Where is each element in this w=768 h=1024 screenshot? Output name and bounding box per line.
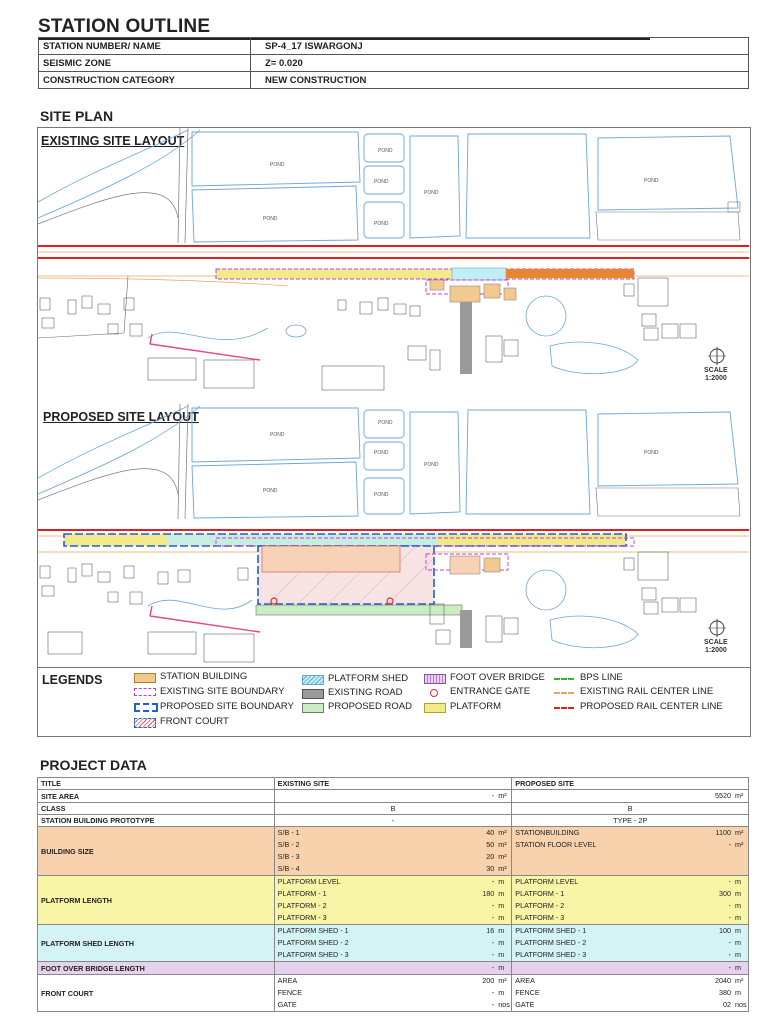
value-line xyxy=(515,888,745,900)
outline-key: CONSTRUCTION CATEGORY xyxy=(39,72,251,89)
pond-label: POND xyxy=(374,450,389,456)
project-data-heading: PROJECT DATA xyxy=(40,757,147,773)
row-label: FOOT OVER BRIDGE LENGTH xyxy=(38,962,275,975)
station-outline-table xyxy=(38,37,749,89)
table-row xyxy=(38,815,749,827)
item-name: PLATFORM SHED - 2 xyxy=(277,938,349,947)
value-line xyxy=(278,925,509,937)
value: 100 xyxy=(719,926,731,935)
value: 20 xyxy=(486,852,495,861)
outline-value: SP-4_17 ISWARGONJ xyxy=(251,38,749,55)
legend-label: ENTRANCE GATE xyxy=(450,686,531,697)
value-line xyxy=(278,839,509,851)
item-name: PLATFORM SHED - 1 xyxy=(277,926,349,935)
unit: m xyxy=(735,889,741,898)
value-line xyxy=(278,876,509,888)
value: 380 xyxy=(719,988,731,997)
existing-cell xyxy=(274,975,512,1012)
value: 2040 xyxy=(715,976,731,985)
value-line xyxy=(278,827,509,839)
value-line xyxy=(278,962,509,974)
legend-label: PLATFORM xyxy=(450,701,502,712)
scale-value: 1:2000 xyxy=(705,375,727,382)
value-line xyxy=(278,888,509,900)
existing-layout-label: EXISTING SITE LAYOUT xyxy=(41,134,185,148)
value: - xyxy=(491,913,495,922)
table-row xyxy=(38,803,749,815)
item-name: PLATFORM - 2 xyxy=(515,901,565,910)
value-line xyxy=(515,937,745,949)
item-name: FENCE xyxy=(515,988,540,997)
col-header-title: TITLE xyxy=(38,778,275,790)
existing-site-map xyxy=(38,128,749,396)
pond-label: POND xyxy=(378,148,393,154)
table-row xyxy=(38,925,749,962)
item-name: PLATFORM - 2 xyxy=(277,901,327,910)
unit: m xyxy=(498,950,505,959)
legend-label: EXISTING SITE BOUNDARY xyxy=(160,686,285,697)
row-label: BUILDING SIZE xyxy=(38,827,275,876)
table-row xyxy=(38,975,749,1012)
value: - xyxy=(491,950,495,959)
proposed-cell xyxy=(512,962,749,975)
value: - xyxy=(491,1000,495,1009)
value-line xyxy=(278,863,509,875)
row-label: PLATFORM SHED LENGTH xyxy=(38,925,275,962)
row-label: FRONT COURT xyxy=(38,975,275,1012)
legend-label: PLATFORM SHED xyxy=(328,673,409,684)
value-line xyxy=(515,790,745,802)
row-label: SITE AREA xyxy=(38,790,275,803)
proposed-layout-label: PROPOSED SITE LAYOUT xyxy=(43,410,199,424)
value: 300 xyxy=(719,889,731,898)
item-name: PLATFORM - 3 xyxy=(515,913,565,922)
unit: m² xyxy=(735,840,744,849)
scale-label: SCALE xyxy=(704,639,728,646)
unit: m xyxy=(735,877,741,886)
value: - xyxy=(728,901,731,910)
unit: m xyxy=(498,913,505,922)
value-line xyxy=(278,851,509,863)
unit: m² xyxy=(498,828,507,837)
existing-cell xyxy=(274,790,512,803)
item-name: AREA xyxy=(515,976,535,985)
value: 5520 xyxy=(715,791,731,800)
item-name: STATION FLOOR LEVEL xyxy=(515,840,597,849)
pond-label: POND xyxy=(424,190,439,196)
value-line xyxy=(278,999,509,1011)
unit: m xyxy=(498,963,505,972)
unit: nos xyxy=(498,1000,510,1009)
foot-over-bridge-swatch xyxy=(424,674,446,684)
table-header-row xyxy=(38,778,749,790)
pond-label: POND xyxy=(424,462,439,468)
unit: m xyxy=(735,950,741,959)
item-name: PLATFORM LEVEL xyxy=(515,877,579,886)
row-label: CLASS xyxy=(38,803,275,815)
unit: m xyxy=(735,938,741,947)
existing-road-swatch xyxy=(302,689,324,699)
item-name: PLATFORM SHED - 2 xyxy=(515,938,587,947)
col-header-proposed: PROPOSED SITE xyxy=(512,778,749,790)
legend-label: STATION BUILDING xyxy=(160,671,248,682)
unit: m xyxy=(735,901,741,910)
value: - xyxy=(491,988,495,997)
site-plan-heading: SITE PLAN xyxy=(40,108,114,124)
existing-cell xyxy=(274,962,512,975)
legend-label: FOOT OVER BRIDGE xyxy=(450,672,545,683)
legend-title: LEGENDS xyxy=(42,673,103,687)
item-name: PLATFORM - 3 xyxy=(277,913,327,922)
value-line xyxy=(278,900,509,912)
legend-label: EXISTING RAIL CENTER LINE xyxy=(580,686,714,697)
item-name: GATE xyxy=(515,1000,535,1009)
unit: m xyxy=(498,926,505,935)
proposed-site-map xyxy=(38,404,749,666)
front-court-swatch xyxy=(134,718,156,728)
item-name: PLATFORM - 1 xyxy=(515,889,565,898)
value: 200 xyxy=(482,976,495,985)
unit: m xyxy=(498,988,505,997)
proposed-cell: TYPE - 2P xyxy=(512,815,749,827)
proposed-road-swatch xyxy=(302,703,324,713)
item-name: S/B - 3 xyxy=(277,852,300,861)
value-line xyxy=(278,987,509,999)
unit: m xyxy=(735,963,741,972)
item-name: FENCE xyxy=(277,988,303,997)
platform-swatch xyxy=(424,703,446,713)
table-row xyxy=(39,38,749,55)
unit: m² xyxy=(735,976,744,985)
table-row xyxy=(39,55,749,72)
item-name: GATE xyxy=(277,1000,297,1009)
value: - xyxy=(728,963,731,972)
unit: m² xyxy=(498,791,507,800)
item-name: S/B - 2 xyxy=(277,840,300,849)
value-line xyxy=(278,912,509,924)
value: - xyxy=(491,963,495,972)
pond-label: POND xyxy=(374,492,389,498)
existing-cell xyxy=(274,827,512,876)
value-line xyxy=(515,925,745,937)
existing-cell: - xyxy=(274,815,512,827)
unit: m² xyxy=(735,791,744,800)
outline-value: NEW CONSTRUCTION xyxy=(251,72,749,89)
value-line xyxy=(515,827,745,839)
pond-label: POND xyxy=(374,221,389,227)
bps-line-swatch xyxy=(554,678,574,680)
unit: m xyxy=(735,913,741,922)
value: - xyxy=(728,840,731,849)
legend-label: FRONT COURT xyxy=(160,716,229,727)
existing-boundary-swatch xyxy=(134,688,156,696)
unit: m² xyxy=(735,828,744,837)
row-label: STATION BUILDING PROTOTYPE xyxy=(38,815,275,827)
item-name: PLATFORM - 1 xyxy=(277,889,327,898)
legend-label: EXISTING ROAD xyxy=(328,687,403,698)
entrance-gate-swatch xyxy=(430,689,438,697)
unit: m xyxy=(498,901,505,910)
project-data-table xyxy=(37,777,749,1012)
value: 40 xyxy=(486,828,495,837)
value-line xyxy=(515,975,745,987)
existing-rail-line-swatch xyxy=(554,692,574,694)
value: 02 xyxy=(723,1000,731,1009)
legend-label: PROPOSED SITE BOUNDARY xyxy=(160,701,294,712)
pond-label: POND xyxy=(374,179,389,185)
value-line xyxy=(278,790,509,802)
value-line xyxy=(278,937,509,949)
proposed-cell xyxy=(512,925,749,962)
proposed-cell xyxy=(512,827,749,876)
platform-shed-swatch xyxy=(302,675,324,685)
value: - xyxy=(491,877,495,886)
row-label: PLATFORM LENGTH xyxy=(38,876,275,925)
value-line xyxy=(515,839,745,851)
outline-key: STATION NUMBER/ NAME xyxy=(39,38,251,55)
value-line xyxy=(515,999,745,1011)
proposed-cell xyxy=(512,790,749,803)
value: 16 xyxy=(486,926,495,935)
unit: m xyxy=(735,988,741,997)
value: 1100 xyxy=(715,828,731,837)
legend-divider xyxy=(37,667,750,668)
item-name: STATIONBUILDING xyxy=(515,828,580,837)
legend-label: PROPOSED RAIL CENTER LINE xyxy=(580,701,723,712)
value: - xyxy=(728,950,731,959)
item-name: S/B - 1 xyxy=(277,828,300,837)
unit: m² xyxy=(498,852,507,861)
station-building-swatch xyxy=(134,673,156,683)
existing-cell: B xyxy=(274,803,512,815)
value: 50 xyxy=(486,840,495,849)
item-name: PLATFORM LEVEL xyxy=(277,877,341,886)
pond-label: POND xyxy=(263,216,278,222)
value: - xyxy=(728,913,731,922)
legend-label: BPS LINE xyxy=(580,672,623,683)
value: - xyxy=(728,938,731,947)
unit: m² xyxy=(498,976,507,985)
pond-label: POND xyxy=(644,178,659,184)
proposed-cell xyxy=(512,876,749,925)
proposed-boundary-swatch xyxy=(134,703,158,712)
unit: m² xyxy=(498,864,507,873)
unit: nos xyxy=(735,1000,747,1009)
value: - xyxy=(491,791,495,800)
value-line xyxy=(515,876,745,888)
value-line xyxy=(515,987,745,999)
value: - xyxy=(491,901,495,910)
scale-value: 1:2000 xyxy=(705,647,727,654)
unit: m xyxy=(498,877,505,886)
unit: m xyxy=(498,889,505,898)
pond-label: POND xyxy=(378,420,393,426)
legend-label: PROPOSED ROAD xyxy=(328,701,412,712)
table-row xyxy=(38,827,749,876)
scale-label: SCALE xyxy=(704,367,728,374)
outline-key: SEISMIC ZONE xyxy=(39,55,251,72)
value-line xyxy=(515,900,745,912)
unit: m xyxy=(498,938,505,947)
item-name: PLATFORM SHED - 1 xyxy=(515,926,587,935)
value-line xyxy=(278,975,509,987)
unit: m² xyxy=(498,840,507,849)
unit: m xyxy=(735,926,741,935)
page-title: STATION OUTLINE xyxy=(38,16,211,37)
value-line xyxy=(515,962,745,974)
item-name: AREA xyxy=(277,976,298,985)
value: 180 xyxy=(482,889,495,898)
proposed-rail-line-swatch xyxy=(554,707,574,709)
pond-label: POND xyxy=(270,162,285,168)
table-row xyxy=(39,72,749,89)
item-name: S/B - 4 xyxy=(277,864,300,873)
value: - xyxy=(728,877,731,886)
pond-label: POND xyxy=(263,488,278,494)
existing-cell xyxy=(274,876,512,925)
value: - xyxy=(491,938,495,947)
outline-value: Z= 0.020 xyxy=(251,55,749,72)
pond-label: POND xyxy=(270,432,285,438)
table-row xyxy=(38,876,749,925)
item-name: PLATFORM SHED - 3 xyxy=(515,950,587,959)
value: 30 xyxy=(486,864,495,873)
value-line xyxy=(515,912,745,924)
item-name: PLATFORM SHED - 3 xyxy=(277,950,349,959)
existing-cell xyxy=(274,925,512,962)
proposed-cell xyxy=(512,975,749,1012)
col-header-existing: EXISTING SITE xyxy=(274,778,512,790)
table-row xyxy=(38,790,749,803)
value-line xyxy=(515,949,745,961)
value-line xyxy=(278,949,509,961)
pond-label: POND xyxy=(644,450,659,456)
proposed-cell: B xyxy=(512,803,749,815)
table-row xyxy=(38,962,749,975)
